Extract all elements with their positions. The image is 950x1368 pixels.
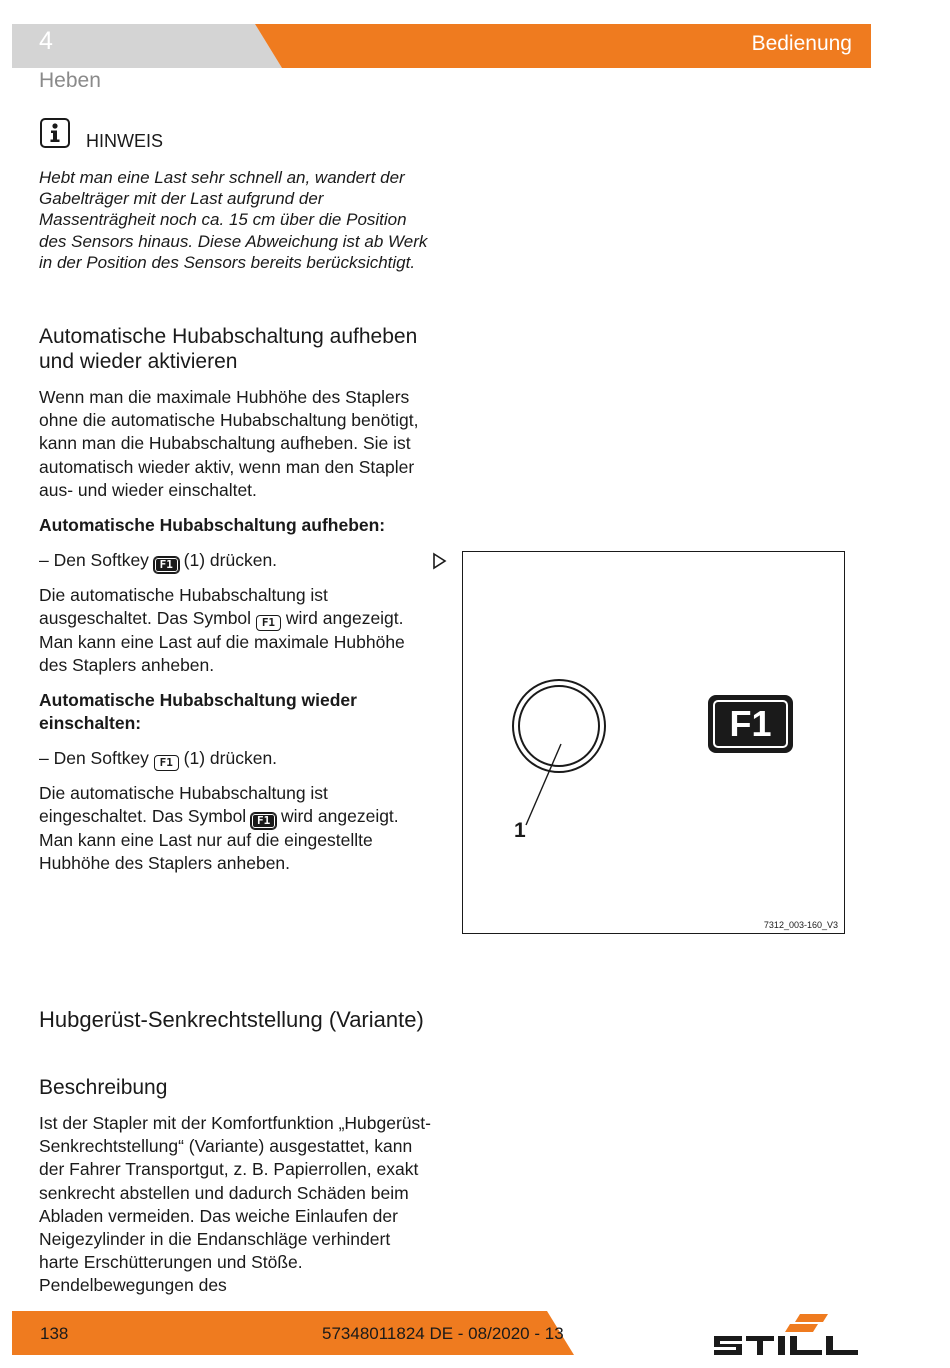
subheading-beschreibung: Beschreibung [39, 1076, 168, 1099]
f1-key-symbol [708, 695, 793, 753]
off-result [39, 584, 431, 678]
on-result-text-2: wird angezeigt. Man kann eine Last nur auf die eingestellte Hubhöhe des Staplers anheben. [39, 806, 399, 874]
off-result-text-2: wird angezeigt. Man kann eine Last auf die maximale Hubhöhe des Staplers anheben. [39, 608, 405, 676]
intro-paragraph: Wenn man die maximale Hubhöhe des Staplers ohne die automatische Hubabschaltung benötigt, kann man die Hubabschaltung aufheben. Sie ist automatisch wieder aktiv, wenn man den Stapler aus- und wieder einschaltet. [39, 387, 419, 500]
hint-text: Hebt man eine Last sehr schnell an, wandert der Gabelträger mit der Last aufgrund der Massenträgheit noch ca. 15 cm über die Position des Sensors hinaus. Diese Abweichung ist ab Werk in der Position des Sensors bereits berücksichtigt. [39, 168, 428, 272]
page-number: 138 [40, 1324, 69, 1343]
on-step-prefix: – Den Softkey [39, 748, 149, 768]
symbol-f1-outline-icon: F1 [256, 615, 281, 631]
on-step-suffix: (1) drücken. [183, 748, 278, 768]
off-step-prefix: – Den Softkey [39, 550, 149, 570]
hint-title: HINWEIS [86, 131, 164, 151]
off-step-suffix: (1) drücken. [183, 550, 278, 570]
description-paragraph: Ist der Stapler mit der Komfortfunktion „Hubgerüst-Senkrechtstellung“ (Variante) ausgestattet, kann der Fahrer Transportgut, z. B. Papierrollen, exakt senkrecht abstellen und dadurch Schäden beim Abladen vermeiden. Das weiche Einlaufen der Neigezylinder in die Endanschläge verhindert harte Erschütterungen und Stöße. Pendelbewegungen des [39, 1113, 431, 1296]
chapter-number: 4 [39, 27, 53, 55]
on-step [39, 747, 431, 771]
on-result-text-1: Die automatische Hubabschaltung ist eingeschaltet. Das Symbol [39, 783, 328, 827]
off-step [39, 549, 431, 573]
document-code: 57348011824 DE - 08/2020 - 13 [322, 1324, 564, 1343]
section-heading-senkrechtstellung: Hubgerüst-Senkrechtstellung (Variante) [39, 1007, 424, 1032]
on-heading: Automatische Hubabschaltung wieder einschalten: [39, 690, 357, 734]
still-logo [712, 1312, 872, 1358]
chapter-title: Bedienung [751, 32, 852, 55]
figure-softkey [462, 551, 845, 934]
off-heading: Automatische Hubabschaltung aufheben: [39, 515, 386, 535]
figure-callout-label: 1 [514, 819, 526, 842]
info-icon [40, 118, 70, 148]
softkey-f1-solid-icon: F1 [154, 557, 179, 573]
figure-reference-triangle-icon [432, 552, 448, 570]
section-running-title: Heben [39, 69, 101, 92]
symbol-f1-solid-icon: F1 [251, 813, 276, 829]
f1-key-label: F1 [713, 700, 788, 748]
on-result [39, 782, 431, 876]
softkey-f1-outline-icon: F1 [154, 755, 179, 771]
section-heading-hubabschaltung: Automatische Hubabschaltung aufheben und wieder aktivieren [39, 325, 418, 373]
off-result-text-1: Die automatische Hubabschaltung ist ausgeschaltet. Das Symbol [39, 585, 328, 629]
figure-code: 7312_003-160_V3 [763, 920, 838, 930]
